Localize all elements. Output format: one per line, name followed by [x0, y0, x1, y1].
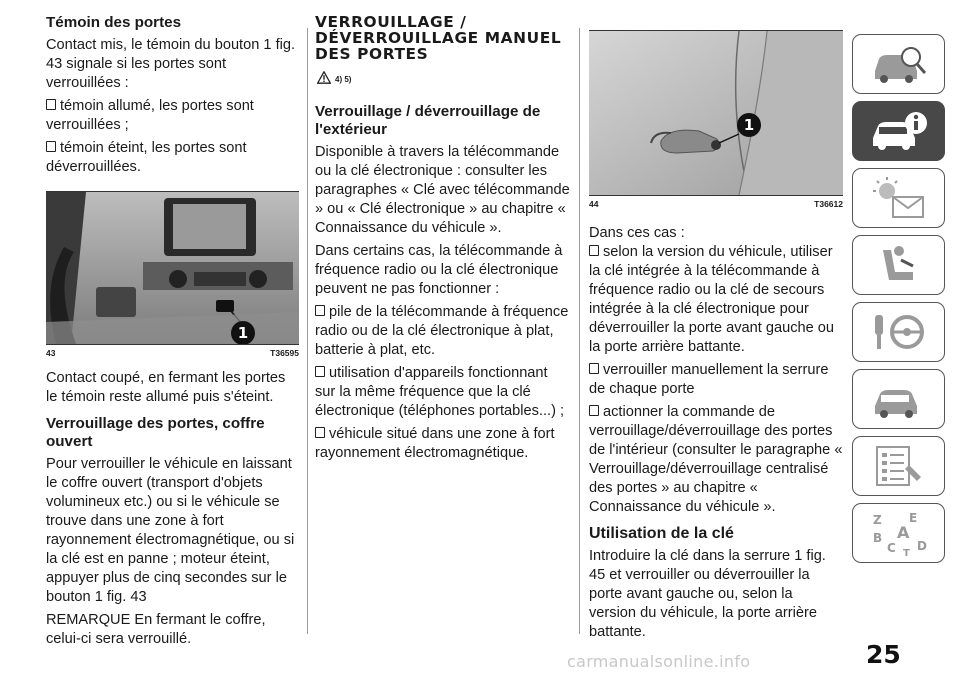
- column-middle: [315, 14, 571, 467]
- heading-utilisation-cle: Utilisation de la clé: [589, 525, 734, 542]
- bullet-text: véhicule situé dans une zone à fort rayonnement électromagnétique.: [315, 426, 555, 461]
- page-number: 25: [866, 640, 901, 669]
- maintenance-list-icon: [869, 443, 929, 489]
- dashboard-photo: [46, 192, 299, 344]
- dashboard-illustration: [46, 192, 299, 344]
- car-search-icon: [869, 41, 929, 87]
- figure-number: 43: [46, 348, 56, 358]
- heading-temoin-portes: Témoin des portes: [46, 14, 182, 31]
- bullet-square-icon: [315, 305, 325, 316]
- figure-44-caption: [589, 196, 843, 210]
- bullet-text: témoin éteint, les portes sont déverrouillées.: [46, 140, 247, 175]
- tab-car-search[interactable]: [852, 34, 945, 94]
- index-letter: T: [902, 548, 910, 556]
- figure-number: 44: [589, 199, 599, 209]
- chapter-tab-index: [852, 34, 947, 570]
- bullet-square-icon: [46, 99, 56, 110]
- paragraph-remarque: REMARQUE En fermant le coffre, celui-ci sera verrouillé.: [46, 612, 266, 647]
- heading-exterieur: Verrouillage / déverrouillage de l'extérieur: [315, 103, 541, 138]
- bullet-text: utilisation d'appareils fonctionnant sur la même fréquence que la clé électronique (téléphones portables...) ;: [315, 365, 565, 419]
- column-left: [46, 14, 299, 653]
- heading-verrouillage-manuel: VERROUILLAGE / DÉVERROUILLAGE MANUEL DES PORTES: [315, 13, 562, 63]
- bullet-text: verrouiller manuellement la serrure de chaque porte: [589, 362, 829, 397]
- callout-badge: 1: [231, 321, 255, 344]
- bullet-zone: [315, 425, 571, 463]
- tab-maintenance[interactable]: [852, 436, 945, 496]
- bullet-square-icon: [589, 405, 599, 416]
- bullet-square-icon: [589, 363, 599, 374]
- bullet-square-icon: [315, 366, 325, 377]
- callout-badge: 1: [737, 113, 761, 137]
- index-letter: Z: [872, 513, 882, 527]
- bullet-square-icon: [46, 141, 56, 152]
- tab-key-steering[interactable]: [852, 302, 945, 362]
- column-divider: [307, 28, 308, 634]
- bullet-temoin-allume: [46, 97, 299, 135]
- car-info-icon: [869, 108, 929, 154]
- bullet-manuellement: [589, 361, 843, 399]
- index-letter: A: [896, 523, 909, 542]
- index-letter: C: [886, 541, 896, 555]
- bullet-appareils: [315, 364, 571, 421]
- column-right: [589, 30, 843, 646]
- warning-numbers: 4) 5): [335, 75, 352, 84]
- figure-code: T36595: [270, 348, 299, 358]
- bullet-text: témoin allumé, les portes sont verrouillées ;: [46, 98, 254, 133]
- bullet-square-icon: [315, 427, 325, 438]
- bullet-temoin-eteint: [46, 139, 299, 177]
- bullet-text: pile de la télécommande à fréquence radio ou de la clé électronique à plat, batterie à plat, etc.: [315, 304, 569, 358]
- bullet-commande: [589, 403, 843, 517]
- warning-light-message-icon: [869, 175, 929, 221]
- heading-coffre-ouvert: Verrouillage des portes, coffre ouvert: [46, 415, 265, 450]
- figure-44: [589, 30, 843, 196]
- tab-warning-lights[interactable]: [852, 168, 945, 228]
- tab-car-breakdown[interactable]: [852, 369, 945, 429]
- tab-car-info[interactable]: [852, 101, 945, 161]
- warning-references: [317, 66, 571, 89]
- warning-triangle-icon: [317, 71, 331, 84]
- paragraph-certains-cas: Dans certains cas, la télécommande à fréquence radio ou la clé électronique peuvent ne pas fonctionner :: [315, 243, 563, 297]
- index-letter: E: [908, 511, 917, 525]
- figure-43-caption: [46, 345, 299, 359]
- index-letter: D: [916, 539, 927, 553]
- bullet-text: selon la version du véhicule, utiliser la clé intégrée à la télécommande à fréquence radio ou la clé de secours intégrée à la clé électronique pour déverrouiller la porte avant gauche ou la porte arrière battante.: [589, 244, 835, 355]
- door-handle-photo: [589, 31, 843, 195]
- tab-seat-airbag[interactable]: [852, 235, 945, 295]
- alphabet-index-icon: [869, 510, 929, 556]
- key-steering-wheel-icon: [869, 309, 929, 355]
- index-letter: B: [872, 531, 882, 545]
- paragraph-coffre: Pour verrouiller le véhicule en laissant le coffre ouvert (transport d'objets volumineux etc.) ou si le véhicule se trouve dans une zone à fort rayonnement électromagnétique, ou si la clé est en panne ; moteur éteint, appuyer plus de cinq secondes sur le bouton 1 fig. 43: [46, 456, 295, 605]
- bullet-version: [589, 243, 843, 357]
- watermark: carmanualsonline.info: [567, 652, 751, 671]
- seat-airbag-icon: [869, 242, 929, 288]
- paragraph-dans-ces-cas: Dans ces cas :: [589, 225, 685, 241]
- paragraph-contact-coupe: Contact coupé, en fermant les portes le témoin reste allumé puis s'éteint.: [46, 370, 286, 405]
- column-divider: [579, 28, 580, 634]
- paragraph-cle: Introduire la clé dans la serrure 1 fig. 45 et verrouiller ou déverrouiller la porte avant gauche ou, selon la version du véhicule, la porte arrière battante.: [589, 548, 826, 640]
- paragraph-disponible: Disponible à travers la télécommande ou la clé électronique : consulter les paragraphes « Clé avec télécommande » ou « Clé électronique » au chapitre « Connaissance du véhicule ».: [315, 144, 570, 236]
- paragraph-contact-mis: Contact mis, le témoin du bouton 1 fig. 43 signale si les portes sont verrouillées :: [46, 37, 296, 91]
- bullet-text: actionner la commande de verrouillage/déverrouillage des portes de l'intérieur (consulter le paragraphe « Verrouillage/déverrouillage centralisé des portes » au chapitre « Connaissance du véhicule ».: [589, 404, 843, 515]
- bullet-pile: [315, 303, 571, 360]
- figure-code: T36612: [814, 199, 843, 209]
- tab-alphabet-index[interactable]: [852, 503, 945, 563]
- bullet-square-icon: [589, 245, 599, 256]
- door-handle-illustration: [589, 31, 843, 195]
- figure-43: [46, 191, 299, 345]
- car-breakdown-icon: [869, 376, 929, 422]
